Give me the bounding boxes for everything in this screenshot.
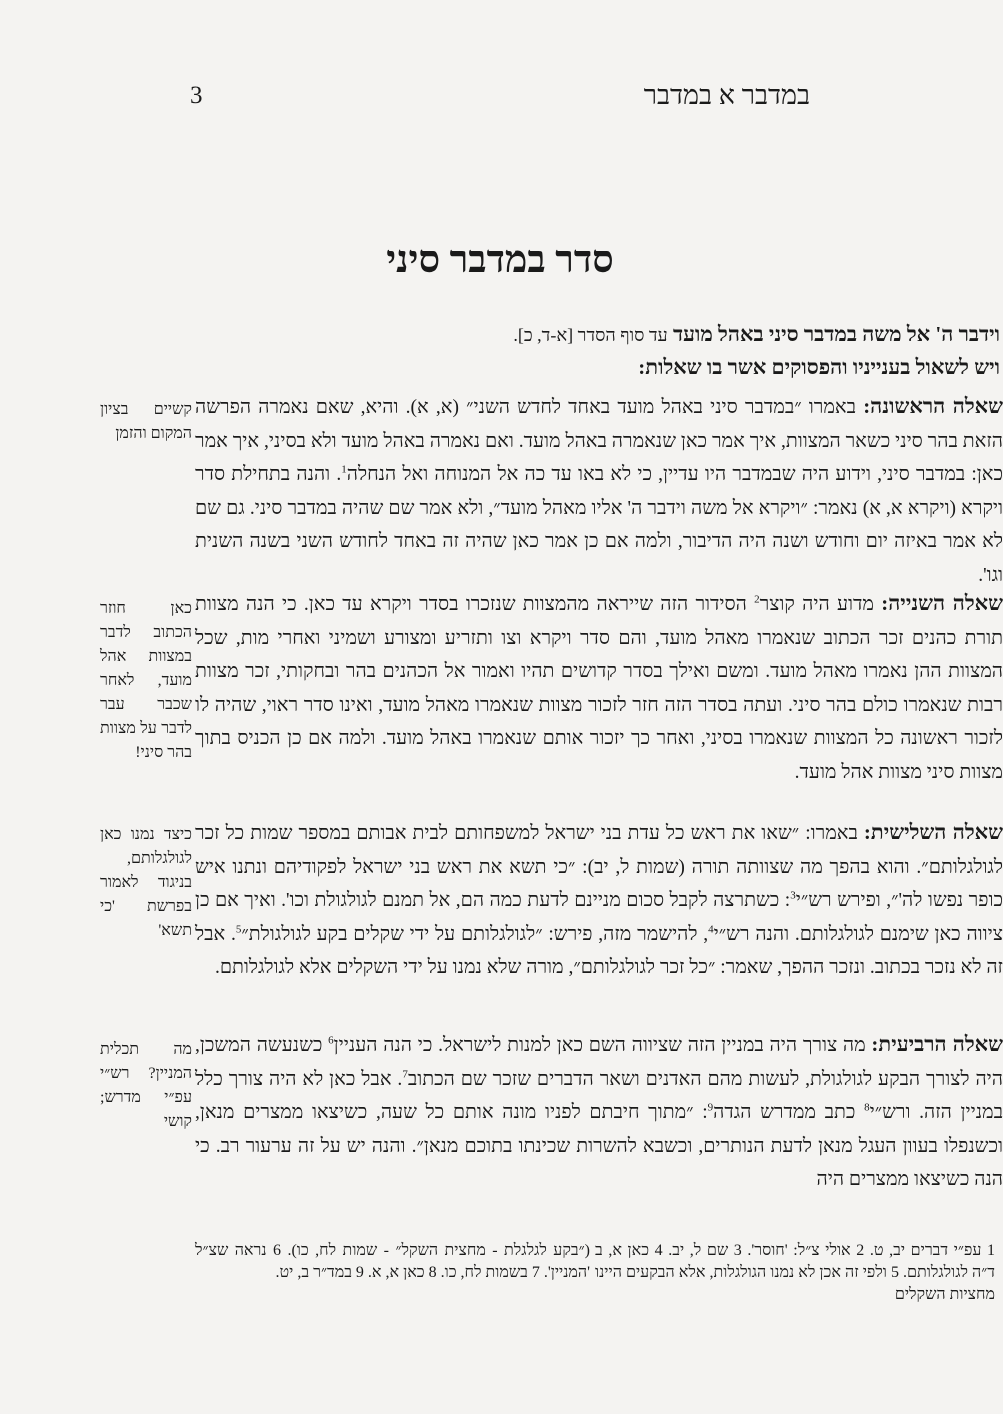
intro-verse xyxy=(200,322,1000,347)
margin-note: מה תכלית המניין? רש״י עפ״י מדרש; קושי xyxy=(100,1041,192,1130)
footnote-ref[interactable]: 2 xyxy=(754,593,760,606)
margin-note: כאן חוזר הכתוב לדבר במצוות אהל מועד, לאחר שכבר עבר לדבר על מצוות בהר סיני! xyxy=(100,600,192,761)
question-text: כתב ממדרש הגדה xyxy=(713,1102,865,1123)
question-text: מה צורך היה במניין הזה שציווה השם כאן למנות לישראל. כי הנה העניין xyxy=(333,1035,866,1056)
intro-verse-text: וידבר ה' אל משה במדבר סיני באהל מועד xyxy=(673,322,1000,346)
intro-verse-range: עד סוף הסדר [א-ד, כ]. xyxy=(513,325,668,345)
footnote-ref[interactable]: 9 xyxy=(707,1101,714,1114)
question-paragraph xyxy=(195,390,1003,592)
question-text: : ״מתוך חיבתם לפניו מונה אותם כל שעה, כשיצאו ממצרים מנאן, וכשנפלו בעוון העגל מנאן לדעת הנותרים, וכשבא להשרות שכינתו בתוכם מנאן״. והנה יש על זה ערעור רב. כי הנה כשיצאו ממצרים היה xyxy=(195,1102,1003,1190)
question-text: באמרו ״במדבר סיני באהל מועד באחד לחדש השני״ (א, א). והיא, שאם נאמרה הפרשה הזאת בהר סיני כשאר המצוות, איך אמר כאן שנאמרה באהל מועד. ואם נאמרה באהל מועד ולא בסיני, איך אמר כאן: במדבר סיני, וידוע היה שבמדבר היו עדיין, כי לא באו עד כה אל המנוחה ואל הנחלה xyxy=(195,397,1003,485)
question-text: . אבל כאן לא היה צורך כלל במניין הזה. ורש״י xyxy=(195,1068,1003,1123)
footnote-ref[interactable]: 8 xyxy=(864,1101,870,1114)
question-text: הסידור הזה שייראה מהמצוות שנזכרו בסדר ויקרא עד כאן. כי הנה מצוות תורת כהנים זכר הכתוב שנאמרו מאהל מועד, והם סדר ויקרא וצו ותזריע ומצורע ושמיני ואחרי מות, שכל המצוות ההן נאמרו מאהל מועד. ומשם ואילך בסדר קדושים תהיו ואמור אל הכהנים בהר ובחקותי, זכר מצוות רבות שנאמרו כולם בהר סיני. ועתה בסדר הזה חזר לזכור מצוות שנאמרו מאהל מועד, ואינו סדר ראוי, שהיה לו לזכור ראשונה כל המצוות שנאמרו בסיני, ואחר כך יזכור אותם שנאמרו באהל מועד. ולמה אם כן הכניס בתוך מצוות סיני מצוות אהל מועד. xyxy=(195,594,1003,783)
question-paragraph xyxy=(195,587,1003,789)
footnote-ref[interactable]: 1 xyxy=(341,463,347,476)
footnote-ref[interactable]: 6 xyxy=(328,1034,334,1047)
footnotes-left-column: (״בקע לגלגלת - מחצית השקל״ - שמות לח, כו). 6 נראה שצ״ל 'המניין'. 7 בשמות לח, כו. 8 כאן א, א. 9 במד״ר ב, יט. xyxy=(195,1242,591,1281)
question-paragraph xyxy=(195,1028,1003,1197)
footnote-ref[interactable]: 4 xyxy=(708,923,714,935)
margin-note: קשיים בציון המקום והזמן xyxy=(100,401,192,442)
footnotes-right-column: 1 עפ״י דברים יב, ט. 2 אולי צ״ל: 'חוסר'. 3 שם ל, יב. 4 כאן א, ב ד״ה לגולגלותם. 5 ולפי זה אכן לא נמנו הגולגלות, אלא הבקעים היינו מחציות השקלים xyxy=(595,1242,996,1303)
footnote-ref[interactable]: 5 xyxy=(235,923,242,935)
question-text: באמרו: ״שאו את ראש כל עדת בני ישראל למשפחותם לבית אבותם במספר שמות כל זכר לגולגלותם״. והוא בהפך מה שצוותה תורה (שמות ל, יב): ״כי תשא את ראש בני ישראל לפקודיהם ונתנו איש כופר נפשו לה'״, ופירש רש״י xyxy=(195,823,1003,911)
question-label: שאלה השנייה: xyxy=(881,591,1003,615)
section-title: סדר במדבר סיני xyxy=(386,239,614,281)
question-text: כשנעשה המשכן, היה לצורך הבקע לגולגולת, לעשות מהם האדנים ושאר הדברים שזכר שם הכתוב xyxy=(195,1035,1003,1090)
margin-note: כיצד נמנו כאן לגולגלותם, בניגוד לאמור בפרשת 'כי תשא' xyxy=(100,826,192,939)
question-text: : כשתרצה לקבל סכום מניינם לדעת כמה הם, אל תמנם לגולגולת וכו'. ואיך אם כן ציווה כאן שימנם לגולגלותם. והנה רש״י xyxy=(195,890,1003,945)
running-title: במדבר א במדבר xyxy=(643,80,810,110)
page-number: 3 xyxy=(190,82,203,109)
footnote-ref[interactable]: 3 xyxy=(790,889,796,902)
question-text: . והנה בתחילת סדר ויקרא (ויקרא א, א) נאמר: ״ויקרא אל משה וידבר ה' אליו מאהל מועד״, ולא אמר שם שהיה במדבר סיני. גם שם לא אמר באיזה יום וחודש ושנה היה הדיבור, ולמה אם כן אמר כאן שהיה זה באחד לחודש השני בשנה השנית וגו'. xyxy=(195,464,1003,586)
page-header xyxy=(190,80,810,120)
question-label: שאלה השלישית: xyxy=(863,820,1003,844)
footnote-ref[interactable]: 7 xyxy=(402,1068,408,1080)
intro-question-line: ויש לשאול בענייניו והפסוקים אשר בו שאלות: xyxy=(638,355,1000,379)
question-label: שאלה הראשונה: xyxy=(863,394,1003,418)
question-text: , להישמר מזה, פירש: ״לגולגלותם על ידי שקלים בקע לגולגולת״ xyxy=(241,923,709,945)
question-text: . אבל זה לא נזכר בכתוב. ונזכר ההפך, שאמר: ״כל זכר לגולגלותם״, מורה שלא נמנו על ידי השקלים אלא לגולגלותם. xyxy=(195,923,1003,978)
question-text: מדוע היה קוצר xyxy=(759,594,874,615)
question-paragraph xyxy=(195,816,1003,985)
question-label: שאלה הרביעית: xyxy=(871,1032,1003,1056)
